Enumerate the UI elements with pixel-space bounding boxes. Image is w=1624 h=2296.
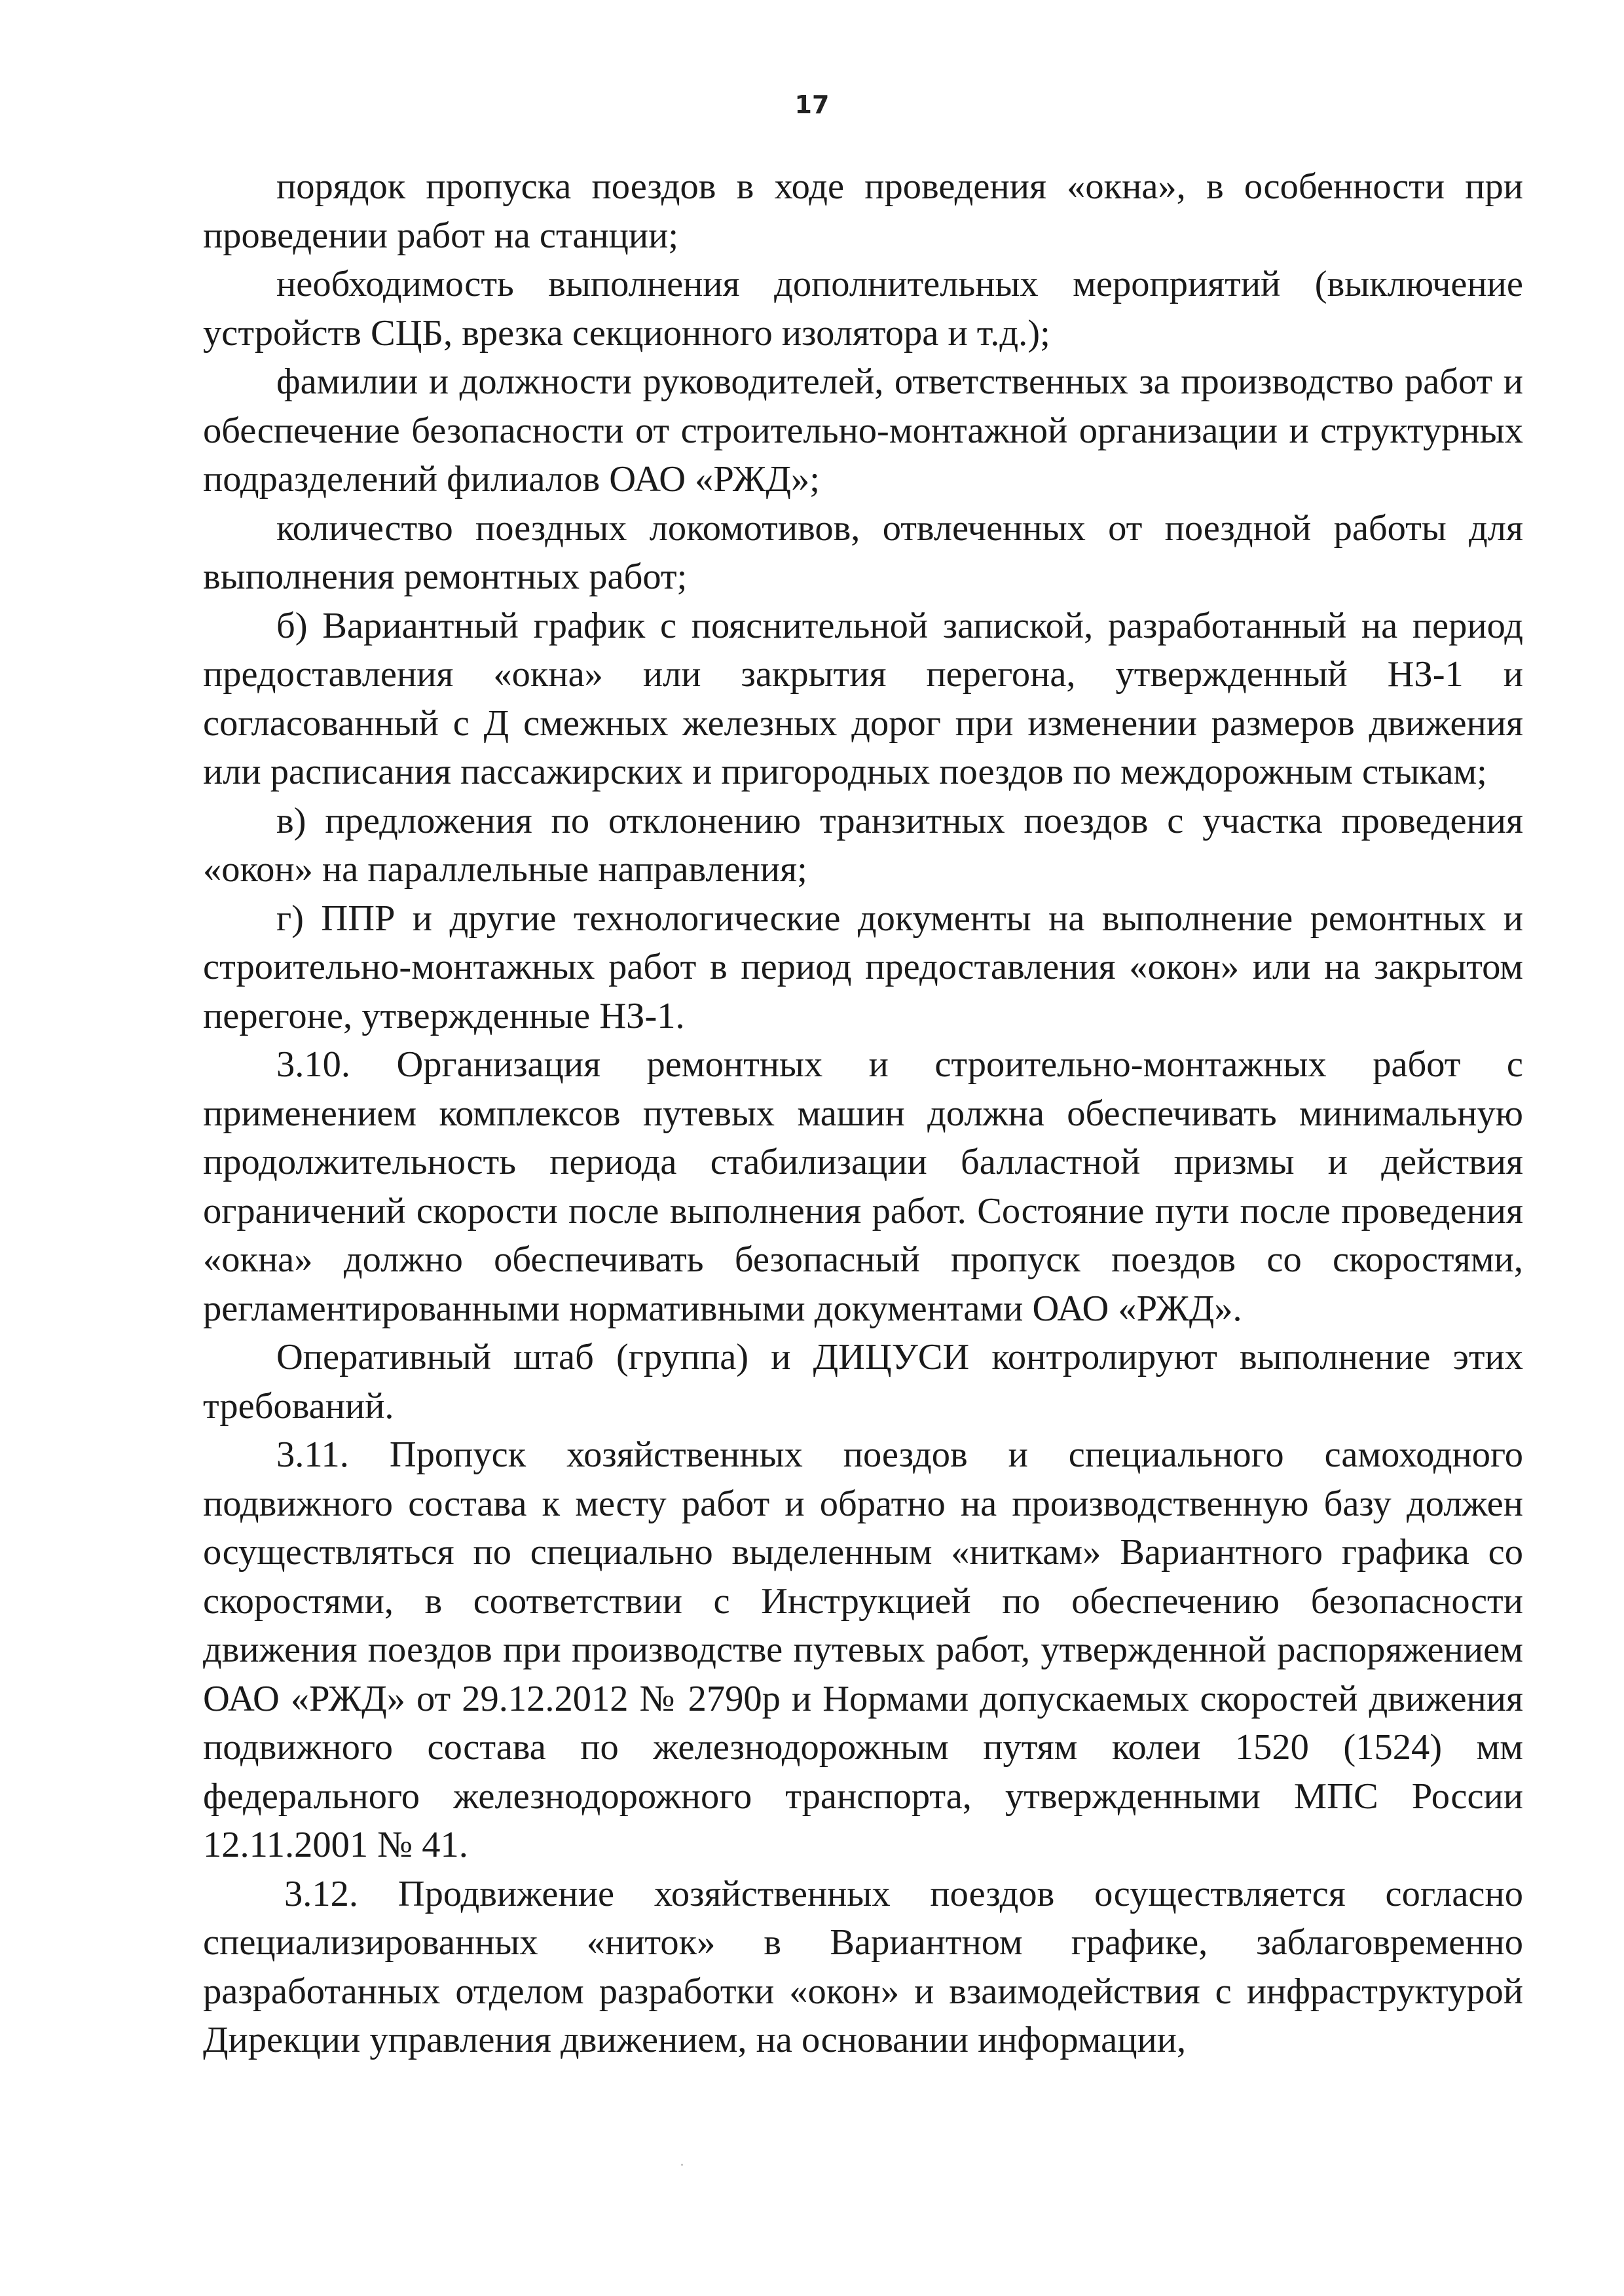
paragraph-additional-measures: необходимость выполнения дополнительных мероприятий (выключение устройств СЦБ, врезка секционного изолятора и т.д.); — [203, 264, 1523, 354]
page-number: 17 — [794, 90, 830, 119]
scan-speck — [681, 2164, 683, 2166]
paragraph-train-passage-order: порядок пропуска поездов в ходе проведения «окна», в особенности при проведении работ на станции; — [203, 166, 1523, 256]
paragraph-responsible-managers: фамилии и должности руководителей, ответственных за производство работ и обеспечение безопасности от строительно-монтажной организации и структурных подразделений филиалов ОАО «РЖД»; — [203, 361, 1523, 500]
paragraph-item-g: г) ППР и другие технологические документы на выполнение ремонтных и строительно-монтажных работ в период предоставления «окон» или на закрытом перегоне, утвержденные НЗ-1. — [203, 898, 1523, 1036]
paragraph-locomotives-count: количество поездных локомотивов, отвлеченных от поездной работы для выполнения ремонтных работ; — [203, 507, 1523, 597]
paragraph-section-3-11: 3.11. Пропуск хозяйственных поездов и специального самоходного подвижного состава к месту работ и обратно на производственную базу должен осуществляться по специально выделенным «ниткам» Вариантного графика со скоростями, в соответствии с Инструкцией по обеспечению безопасности движения поездов при производстве путевых работ, утвержденной распоряжением ОАО «РЖД» от 29.12.2012 № 2790р и Нормами допускаемых скоростей движения подвижного состава по железнодорожным путям колеи 1520 (1524) мм федерального железнодорожного транспорта, утвержденными МПС России 12.11.2001 № 41. — [203, 1434, 1523, 1865]
paragraph-item-b: б) Вариантный график с пояснительной запиской, разработанный на период предоставления «окна» или закрытия перегона, утвержденный НЗ-1 и согласованный с Д смежных железных дорог при изменении размеров движения или расписания пассажирских и пригородных поездов по междорожным стыкам; — [203, 605, 1523, 792]
paragraph-control-requirements: Оперативный штаб (группа) и ДИЦУСИ контролируют выполнение этих требований. — [203, 1337, 1523, 1427]
paragraph-section-3-12: 3.12. Продвижение хозяйственных поездов осуществляется согласно специализированных «ниток» в Вариантном графике, заблаговременно разработанных отделом разработки «окон» и взаимодействия с инфраструктурой Дирекции управления движением, на основании информации, — [203, 1873, 1523, 2060]
document-body — [203, 162, 1523, 2065]
paragraph-section-3-10: 3.10. Организация ремонтных и строительно-монтажных работ с применением комплексов путевых машин должна обеспечивать минимальную продолжительность периода стабилизации балластной призмы и действия ограничений скорости после выполнения работ. Состояние пути после проведения «окна» должно обеспечивать безопасный пропуск поездов со скоростями, регламентированными нормативными документами ОАО «РЖД». — [203, 1044, 1523, 1329]
paragraph-item-v: в) предложения по отклонению транзитных поездов с участка проведения «окон» на параллельные направления; — [203, 800, 1523, 890]
